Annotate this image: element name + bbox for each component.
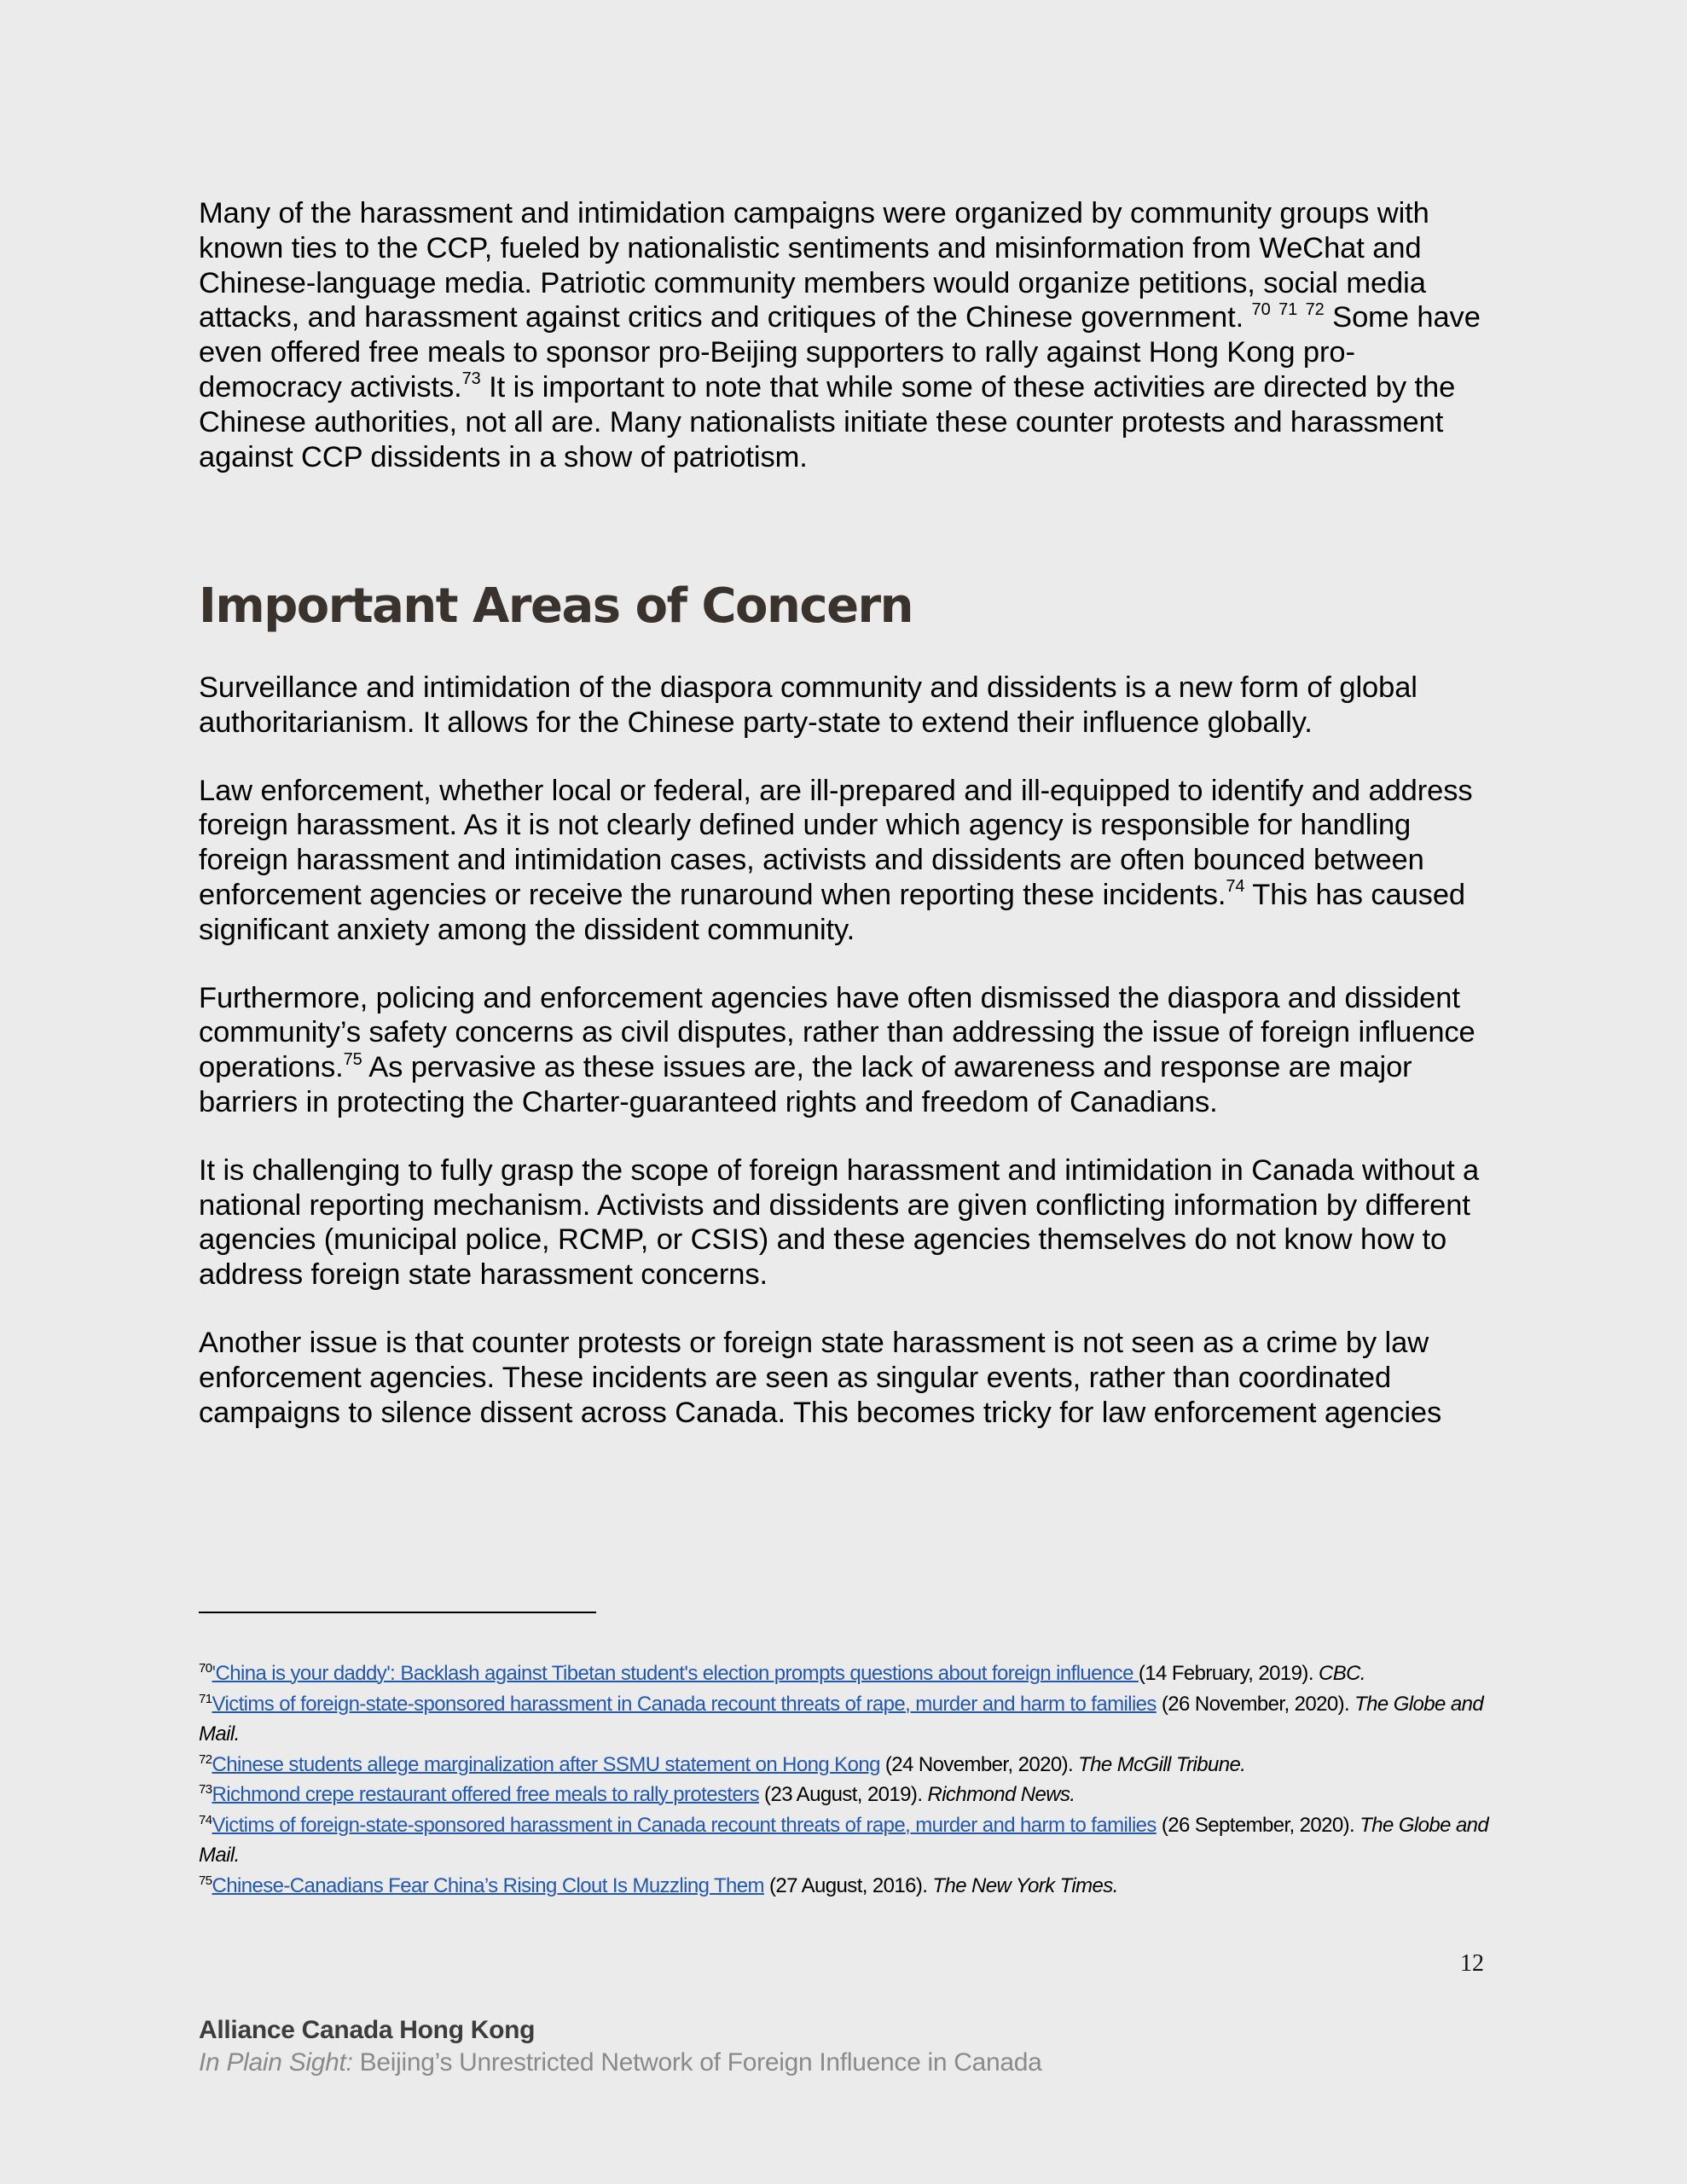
page-number: 12 [1460, 1950, 1484, 1977]
footnote-link[interactable]: Richmond crepe restaurant offered free meals to rally protesters [212, 1783, 759, 1806]
concern-section-body [199, 671, 1495, 1463]
paragraph-counter-protests: Another issue is that counter protests or foreign state harassment is not seen as a crime by law enforcement agencies. These incidents are seen as singular events, rather than coordinated campaigns to silence dissent across Canada. This becomes tricky for law enforcement agencies [199, 1326, 1442, 1429]
footnote-73: $^{73}$Richmond crepe restaurant offered free meals to rally protesters (23 August, 2019). Richmond News. [199, 1782, 1075, 1806]
footer-organization: Alliance Canada Hong Kong [199, 2016, 536, 2044]
footnote-ref-73[interactable]: 73 [461, 369, 481, 389]
footnote-link[interactable]: Victims of foreign-state-sponsored harassment in Canada recount threats of rape, murder and harm to families [212, 1813, 1157, 1837]
footnote-ref-71[interactable]: 71 [1278, 299, 1298, 319]
footnote-70: $^{70}$'China is your daddy': Backlash against Tibetan student's election prompts questions about foreign influence (14 February, 2019). CBC. [199, 1661, 1365, 1685]
footnotes-list [199, 1658, 1495, 1901]
footnote-ref-72[interactable]: 72 [1305, 299, 1325, 319]
section-heading: Important Areas of Concern [199, 578, 913, 634]
footnote-ref-74[interactable]: 74 [1226, 877, 1245, 897]
paragraph-law-enforcement: Law enforcement, whether local or federal, are ill-prepared and ill-equipped to identify and address foreign harassment. As it is not clearly defined under which agency is responsible for handling foreign harassment and intimidation cases, activists and dissidents are often bounced between enforcement agencies or receive the runaround when reporting these incidents.$^{74}$ This has caused significant anxiety among the dissident community. [199, 774, 1473, 946]
intro-section [199, 196, 1495, 508]
paragraph-policing: Furthermore, policing and enforcement agencies have often dismissed the diaspora and dissident community’s safety concerns as civil disputes, rather than addressing the issue of foreign influence operations.$^{75}$ As pervasive as these issues are, the lack of awareness and response are major barriers in protecting the Charter-guaranteed rights and freedom of Canadians. [199, 981, 1475, 1118]
paragraph-reporting-mechanism: It is challenging to fully grasp the scope of foreign harassment and intimidation in Canada without a national reporting mechanism. Activists and dissidents are given conflicting information by different agencies (municipal police, RCMP, or CSIS) and these agencies themselves do not know how to address foreign state harassment concerns. [199, 1153, 1480, 1292]
footnote-72: $^{72}$Chinese students allege marginalization after SSMU statement on Hong Kong (24 November, 2020). The McGill Tribune. [199, 1751, 1246, 1776]
footer-report-title: In Plain Sight: Beijing’s Unrestricted Network of Foreign Influence in Canada [199, 2048, 1042, 2077]
footnote-link[interactable]: Chinese-Canadians Fear China’s Rising Clout Is Muzzling Them [212, 1873, 764, 1897]
footnote-74: $^{74}$Victims of foreign-state-sponsored harassment in Canada recount threats of rape, murder and harm to families (26 September, 2020). The Globe and Mail. [199, 1812, 1489, 1867]
footnote-separator [199, 1612, 596, 1613]
footnote-ref-70[interactable]: 70 [1251, 299, 1271, 319]
footnote-75: $^{75}$Chinese-Canadians Fear China’s Rising Clout Is Muzzling Them (27 August, 2016). The New York Times. [199, 1873, 1118, 1897]
footnote-71: $^{71}$Victims of foreign-state-sponsored harassment in Canada recount threats of rape, murder and harm to families (26 November, 2020). The Globe and Mail. [199, 1691, 1484, 1745]
paragraph-surveillance: Surveillance and intimidation of the diaspora community and dissidents is a new form of global authoritarianism. It allows for the Chinese party-state to extend their influence globally. [199, 671, 1417, 739]
footnote-ref-75[interactable]: 75 [343, 1049, 362, 1069]
footnote-link[interactable]: Chinese students allege marginalization after SSMU statement on Hong Kong [212, 1752, 880, 1776]
footnote-link[interactable]: Victims of foreign-state-sponsored harassment in Canada recount threats of rape, murder and harm to families [212, 1692, 1157, 1716]
footnote-link[interactable]: 'China is your daddy': Backlash against Tibetan student's election prompts questions about foreign influence [212, 1662, 1139, 1685]
intro-paragraph: Many of the harassment and intimidation campaigns were organized by community groups with known ties to the CCP, fueled by nationalistic sentiments and misinformation from WeChat and Chinese-language media. Patriotic community members would organize petitions, social media attacks, and harassment against critics and critiques of the Chinese government. $^{70}$ $^{71}$ $^{72}$ Some have even offered free meals to sponsor pro-Beijing supporters to rally against Hong Kong pro-democracy activists.$^{73}$ It is important to note that while some of these activities are directed by the Chinese authorities, not all are. Many nationalists initiate these counter protests and harassment against CCP dissidents in a show of patriotism. [199, 197, 1481, 473]
